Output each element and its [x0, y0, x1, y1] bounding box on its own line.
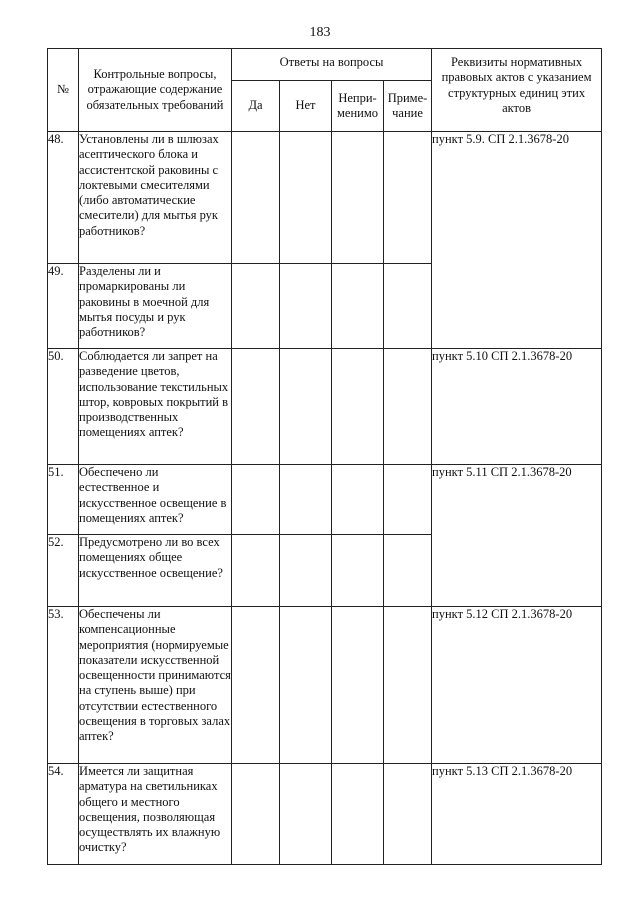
row-question: Имеется ли защитная арматура на светильниках общего и местного освещения, позволяющая осуществлять их влажную очистку?	[79, 764, 232, 865]
answer-note-cell[interactable]	[384, 465, 432, 535]
answer-no-cell[interactable]	[280, 264, 332, 349]
answer-yes-cell[interactable]	[232, 264, 280, 349]
header-yes: Да	[232, 81, 280, 132]
header-note: Приме-чание	[384, 81, 432, 132]
answer-note-cell[interactable]	[384, 349, 432, 465]
row-requisite: пункт 5.10 СП 2.1.3678-20	[432, 349, 602, 465]
answer-note-cell[interactable]	[384, 264, 432, 349]
row-question: Соблюдается ли запрет на разведение цветов, использование текстильных штор, ковровых покрытий в производственных помещениях аптек?	[79, 349, 232, 465]
table-row	[48, 349, 602, 465]
answer-no-cell[interactable]	[280, 132, 332, 264]
answer-note-cell[interactable]	[384, 607, 432, 764]
table-row	[48, 607, 602, 764]
answer-no-cell[interactable]	[280, 607, 332, 764]
answer-no-cell[interactable]	[280, 465, 332, 535]
header-no: Нет	[280, 81, 332, 132]
answer-no-cell[interactable]	[280, 349, 332, 465]
answer-na-cell[interactable]	[332, 349, 384, 465]
table-row	[48, 764, 602, 865]
header-row-1	[48, 49, 602, 81]
row-number: 49.	[48, 264, 79, 349]
table-row	[48, 132, 602, 264]
answer-yes-cell[interactable]	[232, 535, 280, 607]
answer-note-cell[interactable]	[384, 132, 432, 264]
header-not-applicable: Непри-менимо	[332, 81, 384, 132]
page-number: 183	[309, 25, 331, 40]
row-number: 51.	[48, 465, 79, 535]
row-question: Предусмотрено ли во всех помещениях общее искусственное освещение?	[79, 535, 232, 607]
answer-no-cell[interactable]	[280, 535, 332, 607]
answer-yes-cell[interactable]	[232, 465, 280, 535]
answer-yes-cell[interactable]	[232, 607, 280, 764]
answer-na-cell[interactable]	[332, 764, 384, 865]
row-number: 54.	[48, 764, 79, 865]
row-requisite: пункт 5.11 СП 2.1.3678-20	[432, 465, 602, 607]
header-num: №	[48, 49, 79, 132]
row-number: 52.	[48, 535, 79, 607]
answer-yes-cell[interactable]	[232, 764, 280, 865]
answer-na-cell[interactable]	[332, 607, 384, 764]
answer-na-cell[interactable]	[332, 535, 384, 607]
header-answers: Ответы на вопросы	[232, 49, 432, 81]
row-question: Обеспечено ли естественное и искусственное освещение в помещениях аптек?	[79, 465, 232, 535]
answer-na-cell[interactable]	[332, 132, 384, 264]
row-number: 53.	[48, 607, 79, 764]
row-question: Разделены ли и промаркированы ли раковины в моечной для мытья посуды и рук работников?	[79, 264, 232, 349]
answer-note-cell[interactable]	[384, 764, 432, 865]
row-number: 48.	[48, 132, 79, 264]
answer-yes-cell[interactable]	[232, 132, 280, 264]
row-question: Обеспечены ли компенсационные мероприятия (нормируемые показатели искусственной освещенности принимаются на ступень выше) при отсутствии естественного освещения в торговых залах аптек?	[79, 607, 232, 764]
row-requisite: пункт 5.9. СП 2.1.3678-20	[432, 132, 602, 349]
answer-na-cell[interactable]	[332, 264, 384, 349]
answer-na-cell[interactable]	[332, 465, 384, 535]
header-requisites: Реквизиты нормативных правовых актов с указанием структурных единиц этих актов	[432, 49, 602, 132]
answer-note-cell[interactable]	[384, 535, 432, 607]
row-requisite: пункт 5.13 СП 2.1.3678-20	[432, 764, 602, 865]
header-questions: Контрольные вопросы, отражающие содержание обязательных требований	[79, 49, 232, 132]
table-row	[48, 465, 602, 535]
answer-no-cell[interactable]	[280, 764, 332, 865]
answer-yes-cell[interactable]	[232, 349, 280, 465]
row-number: 50.	[48, 349, 79, 465]
checklist-table	[47, 48, 602, 865]
row-requisite: пункт 5.12 СП 2.1.3678-20	[432, 607, 602, 764]
row-question: Установлены ли в шлюзах асептического блока и ассистентской раковины с локтевыми смесителями (либо автоматические смесители) для мытья рук работников?	[79, 132, 232, 264]
